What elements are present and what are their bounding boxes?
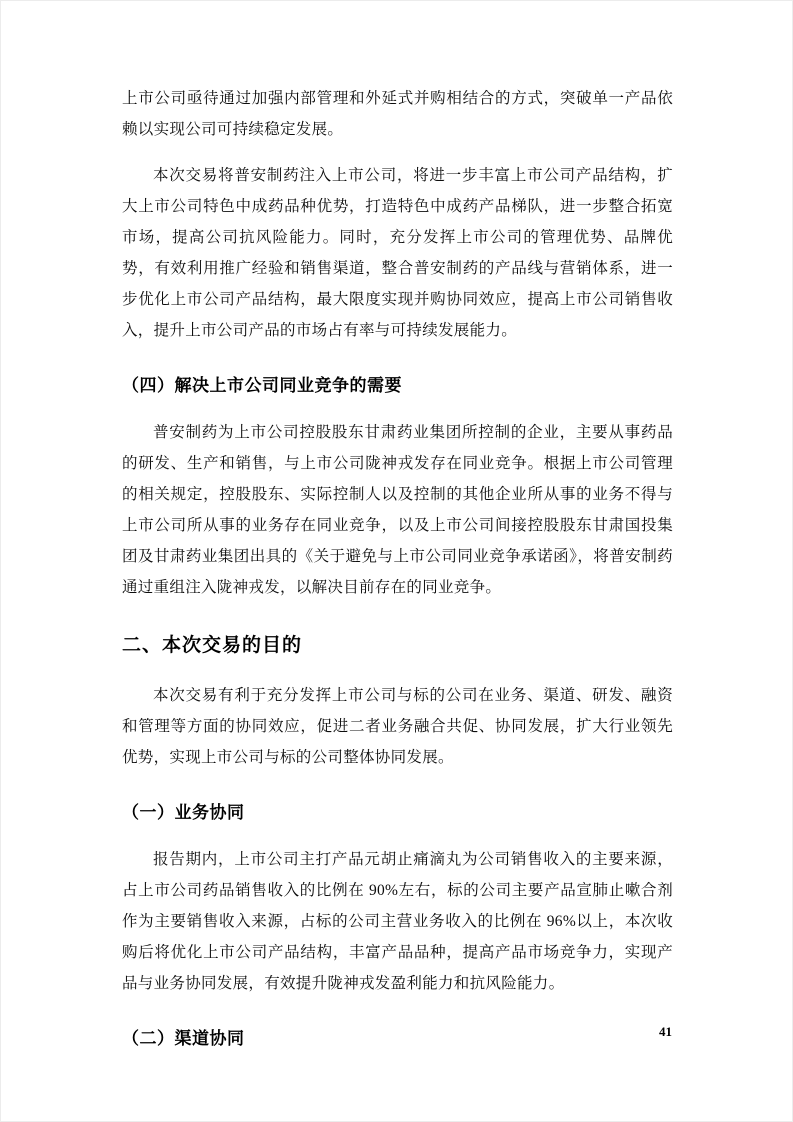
paragraph-competition-detail: 普安制药为上市公司控股股东甘肃药业集团所控制的企业，主要从事药品的研发、生产和销售，与上市公司陇神戎发存在同业竞争。根据上市公司管理的相关规定，控股股东、实际控制人以及控制的其他企业所从事的业务不得与上市公司所从事的业务存在同业竞争，以及上市公司间接控股股东甘肃国投集团及甘肃药业集团出具的《关于避免与上市公司同业竞争承诺函》，将普安制药通过重组注入陇神戎发，以解决目前存在的同业竞争。 bbox=[122, 424, 673, 596]
paragraph-business-synergy-detail: 报告期内，上市公司主打产品元胡止痛滴丸为公司销售收入的主要来源，占上市公司药品销售收入的比例在 90%左右，标的公司主要产品宣肺止嗽合剂作为主要销售收入来源，占标的公司主营业务收入的比例在 96%以上，本次收购后将优化上市公司产品结构，丰富产品品种，提高产品市场竞争力，实现产品与业务协同发展，有效提升陇神戎发盈利能力和抗风险能力。 bbox=[122, 851, 673, 992]
subsection-heading-channel-synergy: （二）渠道协同 bbox=[122, 1029, 245, 1048]
section-heading-competition-need: （四）解决上市公司同业竞争的需要 bbox=[122, 376, 402, 395]
page-number: 41 bbox=[659, 1024, 672, 1039]
paragraph-product-dependence: 上市公司亟待通过加强内部管理和外延式并购相结合的方式，突破单一产品依赖以实现公司可持续稳定发展。 bbox=[122, 90, 673, 138]
paragraph-synergy-overview: 本次交易有利于充分发挥上市公司与标的公司在业务、渠道、研发、融资和管理等方面的协同效应，促进二者业务融合共促、协同发展，扩大行业领先优势，实现上市公司与标的公司整体协同发展。 bbox=[122, 687, 673, 766]
paragraph-transaction-injection: 本次交易将普安制药注入上市公司，将进一步丰富上市公司产品结构，扩大上市公司特色中成药品种优势，打造特色中成药产品梯队，进一步整合拓宽市场，提高公司抗风险能力。同时，充分发挥上市公司的管理优势、品牌优势，有效利用推广经验和销售渠道，整合普安制药的产品线与营销体系，进一步优化上市公司产品结构，最大限度实现并购协同效应，提高上市公司销售收入，提升上市公司产品的市场占有率与可持续发展能力。 bbox=[122, 167, 673, 339]
chapter-heading-transaction-purpose: 二、本次交易的目的 bbox=[122, 635, 303, 656]
page-content bbox=[122, 83, 673, 1049]
subsection-heading-business-synergy: （一）业务协同 bbox=[122, 803, 245, 822]
